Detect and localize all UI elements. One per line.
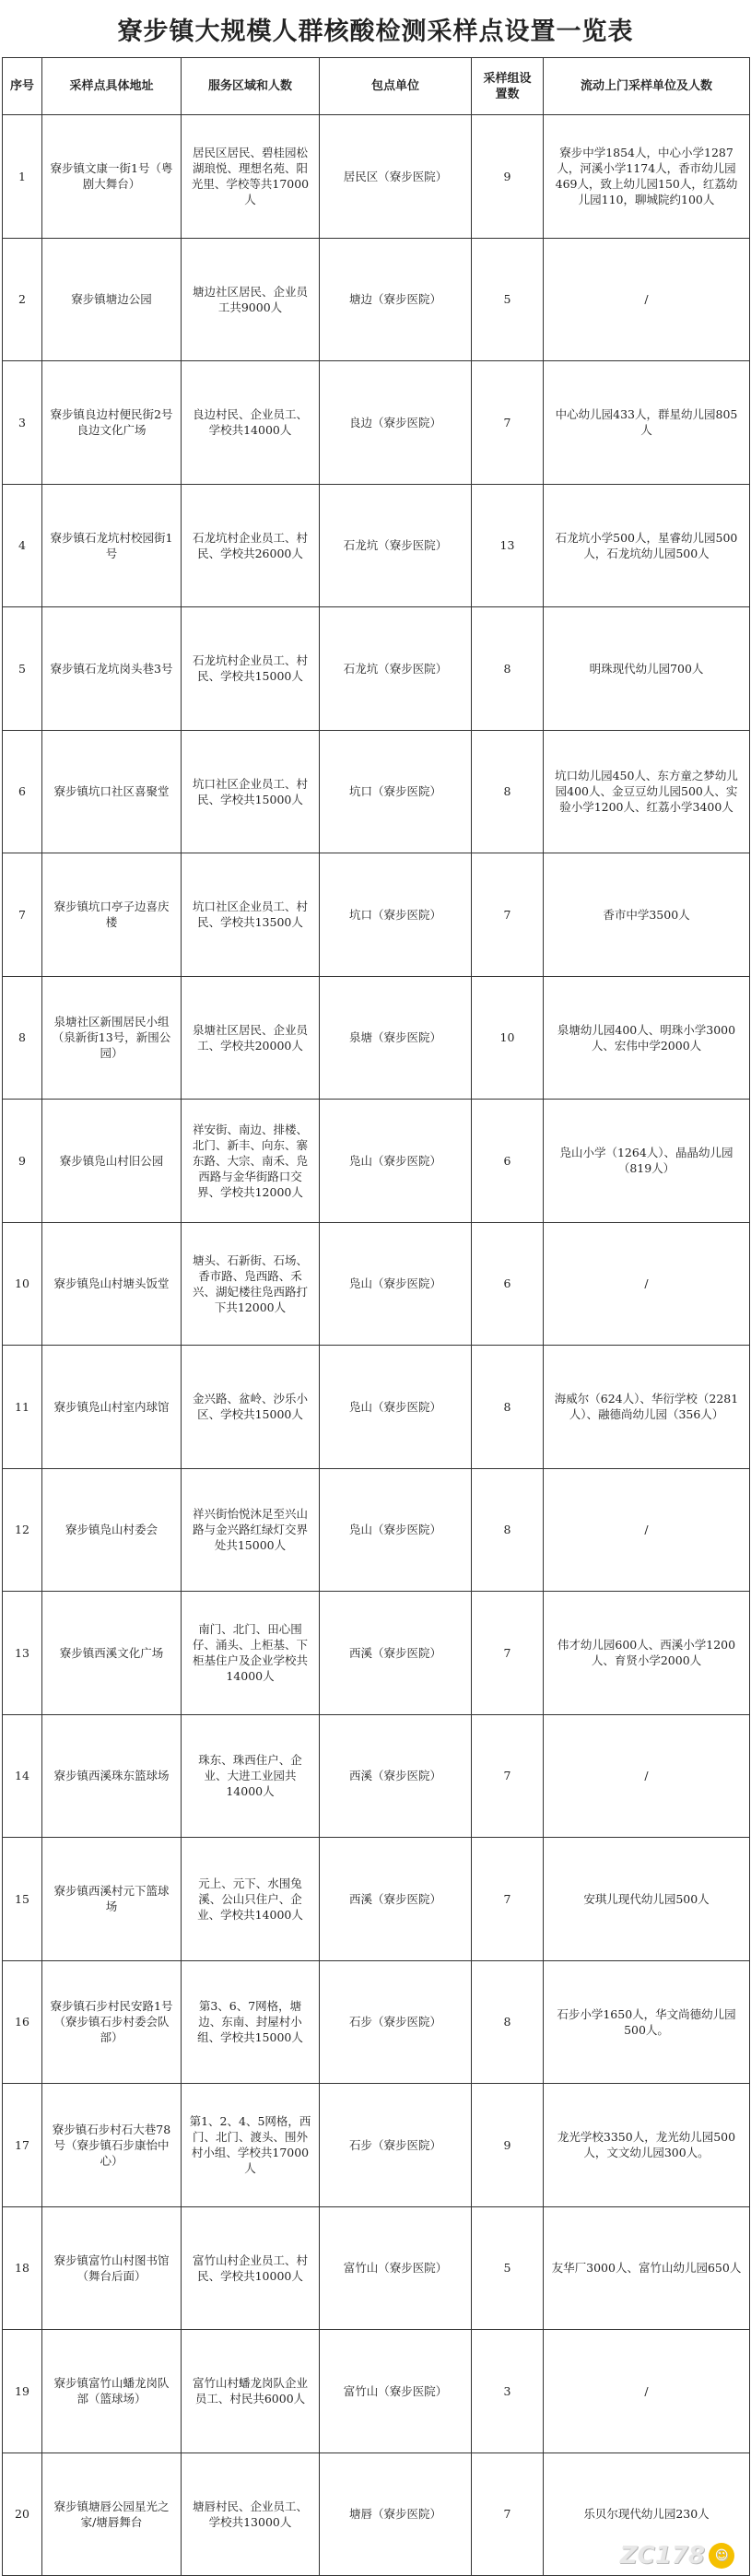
header-index: 序号	[3, 58, 42, 115]
cell-address: 寮步镇塘边公园	[42, 238, 182, 361]
cell-index: 16	[3, 1960, 42, 2084]
cell-address: 寮步镇文康一街1号（粤剧大舞台）	[42, 115, 182, 239]
cell-index: 18	[3, 2206, 42, 2330]
cell-group-count: 10	[472, 976, 544, 1100]
cell-mobile-sampling: /	[544, 1468, 750, 1592]
cell-service-area: 珠东、珠西住户、企业、大进工业园共14000人	[182, 1714, 320, 1838]
cell-group-count: 5	[472, 238, 544, 361]
cell-address: 寮步镇石龙坑岗头巷3号	[42, 607, 182, 731]
table-row	[3, 1468, 750, 1592]
cell-service-area: 富竹山村蟠龙岗队企业员工、村民共6000人	[182, 2330, 320, 2453]
cell-address: 寮步镇塘唇公园星光之家/塘唇舞台	[42, 2452, 182, 2576]
cell-group-count: 8	[472, 1346, 544, 1469]
cell-unit: 凫山（寮步医院）	[320, 1468, 472, 1592]
cell-unit: 西溪（寮步医院）	[320, 1714, 472, 1838]
cell-unit: 富竹山（寮步医院）	[320, 2330, 472, 2453]
cell-index: 6	[3, 730, 42, 853]
table-row	[3, 361, 750, 485]
cell-index: 11	[3, 1346, 42, 1469]
watermark-text: ZC178	[619, 2542, 705, 2570]
cell-mobile-sampling: /	[544, 1222, 750, 1346]
cell-mobile-sampling: 龙光学校3350人，龙光幼儿园500人，文文幼儿园300人。	[544, 2084, 750, 2207]
table-row	[3, 238, 750, 361]
cell-unit: 居民区（寮步医院）	[320, 115, 472, 239]
table-row	[3, 1100, 750, 1223]
cell-address: 寮步镇凫山村塘头饭堂	[42, 1222, 182, 1346]
cell-service-area: 良边村民、企业员工、学校共14000人	[182, 361, 320, 485]
cell-mobile-sampling: 石龙坑小学500人，星睿幼儿园500人，石龙坑幼儿园500人	[544, 484, 750, 607]
cell-address: 寮步镇凫山村旧公园	[42, 1100, 182, 1223]
cell-service-area: 塘头、石新街、石场、香市路、凫西路、禾兴、湖妃楼往凫西路打下共12000人	[182, 1222, 320, 1346]
cell-service-area: 塘唇村民、企业员工、学校共13000人	[182, 2452, 320, 2576]
cell-mobile-sampling: 伟才幼儿园600人、西溪小学1200人、育贤小学2000人	[544, 1592, 750, 1715]
cell-group-count: 6	[472, 1100, 544, 1223]
cell-index: 4	[3, 484, 42, 607]
cell-index: 9	[3, 1100, 42, 1223]
table-row	[3, 730, 750, 853]
cell-group-count: 9	[472, 2084, 544, 2207]
cell-index: 10	[3, 1222, 42, 1346]
header-mobile-sampling: 流动上门采样单位及人数	[544, 58, 750, 115]
cell-group-count: 8	[472, 607, 544, 731]
cell-service-area: 坑口社区企业员工、村民、学校共13500人	[182, 853, 320, 977]
cell-unit: 富竹山（寮步医院）	[320, 2206, 472, 2330]
cell-address: 寮步镇石龙坑村校园街1号	[42, 484, 182, 607]
cell-group-count: 3	[472, 2330, 544, 2453]
cell-unit: 坑口（寮步医院）	[320, 853, 472, 977]
cell-mobile-sampling: /	[544, 2330, 750, 2453]
cell-index: 19	[3, 2330, 42, 2453]
cell-mobile-sampling: 寮步中学1854人，中心小学1287人，河溪小学1174人，香市幼儿园469人，致上幼儿园150人，红荔幼儿园110，聊城院约100人	[544, 115, 750, 239]
table-row	[3, 484, 750, 607]
cell-service-area: 第1、2、4、5网格，西门、北门、渡头、围外村小组、学校共17000人	[182, 2084, 320, 2207]
table-row	[3, 607, 750, 731]
cell-service-area: 祥兴街怡悦沐足至兴山路与金兴路红绿灯交界处共15000人	[182, 1468, 320, 1592]
cell-index: 14	[3, 1714, 42, 1838]
cell-mobile-sampling: 坑口幼儿园450人、东方童之梦幼儿园400人、金豆豆幼儿园500人、实验小学1200人、红荔小学3400人	[544, 730, 750, 853]
cell-unit: 塘唇（寮步医院）	[320, 2452, 472, 2576]
table-row	[3, 2206, 750, 2330]
cell-group-count: 7	[472, 1592, 544, 1715]
cell-index: 7	[3, 853, 42, 977]
cell-mobile-sampling: 香市中学3500人	[544, 853, 750, 977]
table-row	[3, 1222, 750, 1346]
cell-index: 8	[3, 976, 42, 1100]
cell-address: 寮步镇富竹山蟠龙岗队部（篮球场）	[42, 2330, 182, 2453]
cell-unit: 坑口（寮步医院）	[320, 730, 472, 853]
header-group-count: 采样组设置数	[472, 58, 544, 115]
smiley-icon: ☺	[709, 2543, 734, 2569]
cell-service-area: 居民区居民、碧桂园松湖琅悦、理想名苑、阳光里、学校等共17000人	[182, 115, 320, 239]
cell-index: 13	[3, 1592, 42, 1715]
document-title: 寮步镇大规模人群核酸检测采样点设置一览表	[117, 17, 634, 46]
cell-mobile-sampling: 凫山小学（1264人）、晶晶幼儿园（819人）	[544, 1100, 750, 1223]
cell-unit: 凫山（寮步医院）	[320, 1346, 472, 1469]
cell-mobile-sampling: 海威尔（624人）、华衍学校（2281人）、融德尚幼儿园（356人）	[544, 1346, 750, 1469]
cell-group-count: 7	[472, 853, 544, 977]
cell-unit: 塘边（寮步医院）	[320, 238, 472, 361]
cell-address: 寮步镇凫山村委会	[42, 1468, 182, 1592]
cell-index: 3	[3, 361, 42, 485]
table-row	[3, 1714, 750, 1838]
cell-address: 寮步镇坑口社区喜聚堂	[42, 730, 182, 853]
cell-group-count: 8	[472, 1468, 544, 1592]
cell-mobile-sampling: 友华厂3000人、富竹山幼儿园650人	[544, 2206, 750, 2330]
cell-index: 5	[3, 607, 42, 731]
header-unit: 包点单位	[320, 58, 472, 115]
cell-index: 20	[3, 2452, 42, 2576]
cell-index: 2	[3, 238, 42, 361]
cell-unit: 西溪（寮步医院）	[320, 1592, 472, 1715]
table-row	[3, 853, 750, 977]
cell-unit: 泉塘（寮步医院）	[320, 976, 472, 1100]
cell-unit: 良边（寮步医院）	[320, 361, 472, 485]
cell-mobile-sampling: 安琪儿现代幼儿园500人	[544, 1838, 750, 1961]
cell-service-area: 坑口社区企业员工、村民、学校共15000人	[182, 730, 320, 853]
table-row	[3, 1592, 750, 1715]
cell-service-area: 元上、元下、水围兔溪、公山只住户、企业、学校共14000人	[182, 1838, 320, 1961]
cell-unit: 西溪（寮步医院）	[320, 1838, 472, 1961]
cell-address: 寮步镇凫山村室内球馆	[42, 1346, 182, 1469]
cell-address: 寮步镇石步村民安路1号（寮步镇石步村委会队部）	[42, 1960, 182, 2084]
table-row	[3, 1346, 750, 1469]
cell-address: 寮步镇西溪珠东篮球场	[42, 1714, 182, 1838]
cell-index: 17	[3, 2084, 42, 2207]
cell-service-area: 泉塘社区居民、企业员工、学校共20000人	[182, 976, 320, 1100]
cell-service-area: 第3、6、7网格，塘边、东南、封屋村小组、学校共15000人	[182, 1960, 320, 2084]
table-row	[3, 1960, 750, 2084]
cell-unit: 石步（寮步医院）	[320, 2084, 472, 2207]
table-row	[3, 115, 750, 239]
cell-unit: 凫山（寮步医院）	[320, 1222, 472, 1346]
cell-address: 泉塘社区新围居民小组（泉新街13号，新围公园）	[42, 976, 182, 1100]
cell-unit: 石龙坑（寮步医院）	[320, 607, 472, 731]
cell-address: 寮步镇西溪村元下篮球场	[42, 1838, 182, 1961]
cell-mobile-sampling: /	[544, 238, 750, 361]
cell-group-count: 8	[472, 730, 544, 853]
cell-unit: 石龙坑（寮步医院）	[320, 484, 472, 607]
cell-address: 寮步镇石步村石大巷78号（寮步镇石步康怡中心）	[42, 2084, 182, 2207]
table-row	[3, 1838, 750, 1961]
cell-mobile-sampling: 中心幼儿园433人，群星幼儿园805人	[544, 361, 750, 485]
sampling-point-table	[2, 57, 750, 2576]
cell-service-area: 南门、北门、田心围仔、涌头、上柜基、下柜基住户及企业学校共14000人	[182, 1592, 320, 1715]
table-header-row	[3, 58, 750, 115]
cell-group-count: 13	[472, 484, 544, 607]
cell-service-area: 富竹山村企业员工、村民、学校共10000人	[182, 2206, 320, 2330]
cell-mobile-sampling: 泉塘幼儿园400人、明珠小学3000人、宏伟中学2000人	[544, 976, 750, 1100]
cell-index: 1	[3, 115, 42, 239]
cell-service-area: 石龙坑村企业员工、村民、学校共26000人	[182, 484, 320, 607]
cell-group-count: 7	[472, 1714, 544, 1838]
cell-address: 寮步镇富竹山村图书馆（舞台后面）	[42, 2206, 182, 2330]
cell-group-count: 7	[472, 1838, 544, 1961]
cell-group-count: 9	[472, 115, 544, 239]
cell-address: 寮步镇良边村便民街2号良边文化广场	[42, 361, 182, 485]
header-address: 采样点具体地址	[42, 58, 182, 115]
cell-group-count: 6	[472, 1222, 544, 1346]
cell-group-count: 7	[472, 2452, 544, 2576]
cell-address: 寮步镇坑口亭子边喜庆楼	[42, 853, 182, 977]
table-row	[3, 2330, 750, 2453]
table-row	[3, 2084, 750, 2207]
cell-service-area: 塘边社区居民、企业员工共9000人	[182, 238, 320, 361]
cell-index: 15	[3, 1838, 42, 1961]
cell-mobile-sampling: 明珠现代幼儿园700人	[544, 607, 750, 731]
cell-service-area: 石龙坑村企业员工、村民、学校共15000人	[182, 607, 320, 731]
header-service-area: 服务区域和人数	[182, 58, 320, 115]
site-watermark	[620, 2542, 734, 2570]
cell-index: 12	[3, 1468, 42, 1592]
cell-service-area: 祥安街、南边、排楼、北门、新丰、向东、寨东路、大宗、南禾、凫西路与金华街路口交界、学校共12000人	[182, 1100, 320, 1223]
table-row	[3, 976, 750, 1100]
cell-group-count: 8	[472, 1960, 544, 2084]
cell-group-count: 5	[472, 2206, 544, 2330]
cell-unit: 凫山（寮步医院）	[320, 1100, 472, 1223]
cell-unit: 石步（寮步医院）	[320, 1960, 472, 2084]
cell-address: 寮步镇西溪文化广场	[42, 1592, 182, 1715]
cell-group-count: 7	[472, 361, 544, 485]
cell-mobile-sampling: 石步小学1650人，华文尚德幼儿园500人。	[544, 1960, 750, 2084]
cell-mobile-sampling: /	[544, 1714, 750, 1838]
cell-mobile-sampling: 乐贝尔现代幼儿园230人	[544, 2452, 750, 2576]
cell-service-area: 金兴路、盆岭、沙乐小区、学校共15000人	[182, 1346, 320, 1469]
